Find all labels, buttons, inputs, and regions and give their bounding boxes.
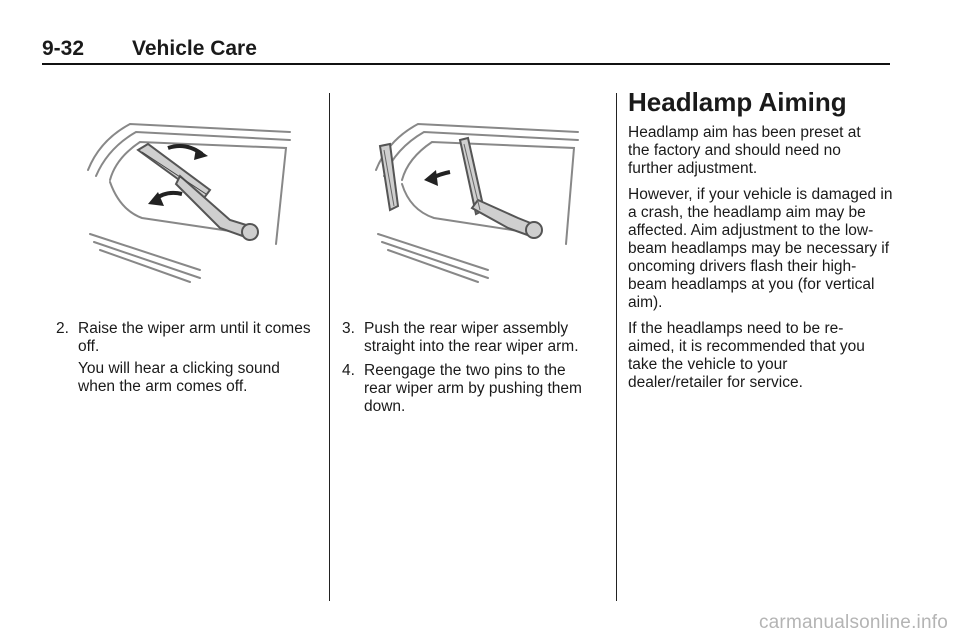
- step-2: [56, 320, 318, 356]
- step-number: 3.: [342, 320, 355, 337]
- wiper-removal-illustration: [80, 110, 300, 290]
- header-rule: [42, 63, 890, 65]
- page-header: [42, 36, 890, 62]
- wiper-install-illustration: [368, 110, 588, 290]
- section-heading: Headlamp Aiming: [628, 87, 847, 117]
- step-text: Raise the wiper arm until it comes off.: [78, 320, 311, 355]
- paragraph-1: Headlamp aim has been preset at the factory and should need no further adjustment.: [628, 124, 861, 177]
- column-divider-2: [616, 93, 617, 601]
- step-3: [342, 320, 602, 356]
- watermark: carmanualsonline.info: [758, 612, 948, 633]
- step-number: 2.: [56, 320, 69, 337]
- step-text: Push the rear wiper assembly straight into the rear wiper arm.: [364, 320, 579, 355]
- paragraph-2: However, if your vehicle is damaged in a crash, the headlamp aim may be affected. Aim adjustment to the low-beam headlamps may be necessary if oncoming drivers flash their high-beam headlamps at you (for vertical aim).: [628, 186, 893, 311]
- paragraph-3: If the headlamps need to be re-aimed, it is recommended that you take the vehicle to your dealer/retailer for service.: [628, 320, 865, 391]
- step-text: Reengage the two pins to the rear wiper arm by pushing them down.: [364, 362, 582, 415]
- column-divider-1: [329, 93, 330, 601]
- step-4: [342, 362, 582, 416]
- step-number: 4.: [342, 362, 355, 379]
- page-number: 9-32: [42, 37, 85, 60]
- section-title: Vehicle Care: [132, 37, 257, 60]
- step-2-note: You will hear a clicking sound when the arm comes off.: [78, 360, 280, 395]
